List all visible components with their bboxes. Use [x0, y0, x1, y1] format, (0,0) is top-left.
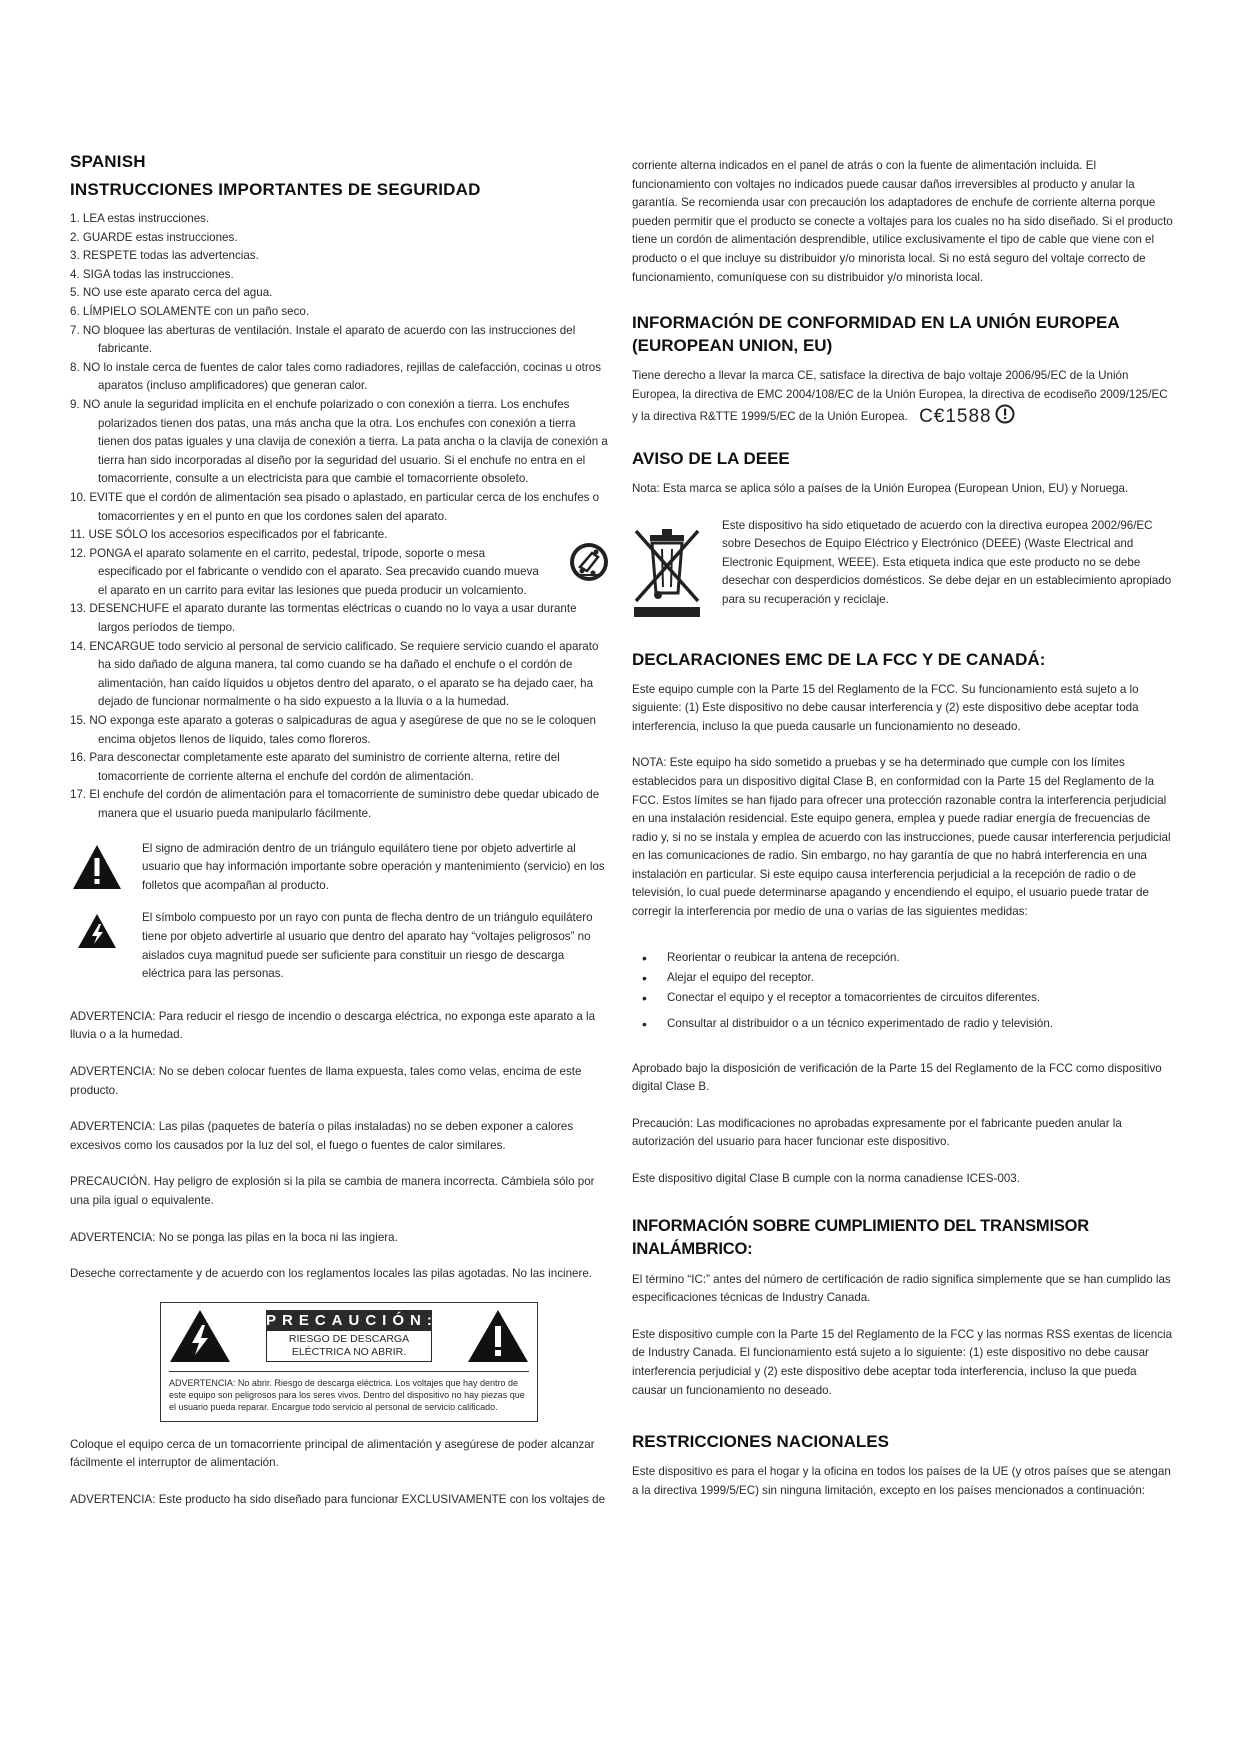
fcc-paragraph: Este dispositivo digital Clase B cumple con la norma canadiense ICES-003. [632, 1172, 1020, 1186]
list-item: 13. DESENCHUFE el aparato durante las tormentas eléctricas o cuando no lo vaya a usar durante largos períodos de tiempo. [70, 602, 577, 635]
fcc-paragraph: Aprobado bajo la disposición de verificación de la Parte 15 del Reglamento de la FCC como dispositivo digital Clase B. [632, 1061, 1162, 1094]
safety-title: INSTRUCCIONES IMPORTANTES DE SEGURIDAD [70, 180, 481, 199]
alert-circle-icon [995, 404, 1015, 424]
list-item-text: 12. PONGA el aparato solamente en el carrito, pedestal, trípode, soporte o mesa especificado por el fabricante o vendido con el aparato. Sea precavido cuando mueva el aparato en un carrito para evitar las lesiones que pueda producir un volcamiento. [70, 546, 539, 597]
list-item: 2. GUARDE estas instrucciones. [70, 230, 238, 244]
caution-title: PRECAUCIÓN: [266, 1311, 438, 1329]
list-item: 1. LEA estas instrucciones. [70, 212, 210, 225]
list-item: 6. LÍMPIELO SOLAMENTE con un paño seco. [70, 304, 310, 318]
fcc-note: NOTA: Este equipo ha sido sometido a pruebas y se ha determinado que cumple con los límites establecidos para un dispositivo digital Clase B, en conformidad con la Parte 15 del Reglamento de la FCC. Estos límites se han fijado para ofrecer una protección razonable contra la interferencia perjudicial en una instalación residencial. Este equipo genera, emplea y puede radiar energía de frecuencias de radio y, si no se instala y emplea de acuerdo con las instrucciones, puede causar interferencia perjudicial en las comunicaciones de radio. Sin embargo, no hay garantía de que no habrá interferencia en una instalación en particular. Si este equipo causa interferencia perjudicial a la recepción de radio o de televisión, lo cual puede determinarse apagando y encendiendo el equipo, el usuario puede tratar de corregir la interferencia por medio de una o varias de las siguientes medidas: [632, 756, 1171, 919]
continuation-paragraph: corriente alterna indicados en el panel de atrás o con la fuente de alimentación incluida. El funcionamiento con voltajes no indicados puede causar daños irreversibles al producto y anular la garantía. Se recomienda usar con precaución los adaptadores de enchufe de corriente alterna porque pueden permitir que el producto se conecte a voltajes para los cuales no ha sido diseñado. Si el producto tiene un cordón de alimentación desprendible, utilice exclusivamente el tipo de cable que viene con el producto o el que incluye su distribuidor y/o minorista local. Si no está seguro del voltaje correcto de funcionamiento, comuníquese con su distribuidor y/o minorista local. [632, 159, 1173, 284]
fcc-paragraph: Precaución: Las modificaciones no aprobadas expresamente por el fabricante pueden anular la autorización del usuario para hacer funcionar este dispositivo. [632, 1116, 1122, 1149]
cart-tipover-icon [568, 541, 610, 583]
warning-paragraph: PRECAUCIÓN. Hay peligro de explosión si la pila se cambia de manera incorrecta. Cámbiela sólo por una pila igual o equivalente. [70, 1175, 595, 1207]
list-item: 15. NO exponga este aparato a goteras o salpicaduras de agua y asegúrese de que no se le coloquen encima objetos llenos de líquido, tales como floreros. [70, 714, 596, 746]
weee-text: Este dispositivo ha sido etiquetado de acuerdo con la directiva europea 2002/96/EC sobre Desechos de Equipo Eléctrico y Electrónico (DEEE) (Waste Electrical and Electronic Equipment, WEEE). Esta etiqueta indica que este producto no se debe desechar con desperdicios domésticos. Se debe dejar en un establecimiento apropiado para su recuperación y reciclaje. [722, 518, 1172, 606]
fcc-measures-list [632, 948, 1174, 1034]
fcc-heading: DECLARACIONES EMC DE LA FCC Y DE CANADÁ: [632, 649, 1046, 669]
eu-conformity-heading: INFORMACIÓN DE CONFORMIDAD EN LA UNIÓN EUROPEA (EUROPEAN UNION, EU) [632, 313, 1120, 356]
lightning-note [70, 909, 610, 983]
weee-note: Nota: Esta marca se aplica sólo a países de la Unión Europea (European Union, EU) y Noruega. [632, 481, 1129, 495]
list-item [70, 545, 610, 601]
lightning-triangle-icon [77, 913, 117, 949]
list-item: 4. SIGA todas las instrucciones. [70, 267, 234, 281]
fcc-text: Este equipo cumple con la Parte 15 del Reglamento de la FCC. Su funcionamiento está sujeto a lo siguiente: (1) Este dispositivo no debe causar interferencia y (2) este dispositivo debe aceptar toda interferencia, incluso la que pueda causarle un funcionamiento no deseado. [632, 682, 1139, 733]
exclamation-note-text: El signo de admiración dentro de un triángulo equilátero tiene por objeto advertirle al usuario que hay información importante sobre operación y mantenimiento (servicio) en los folletos que acompañan al producto. [142, 841, 605, 892]
exclamation-triangle-icon [72, 844, 122, 890]
crossed-bin-icon [632, 523, 702, 619]
exclamation-note [70, 840, 610, 896]
warning-paragraph: ADVERTENCIA: No se deben colocar fuentes de llama expuesta, tales como velas, encima de este producto. [70, 1064, 582, 1097]
caution-box [160, 1302, 538, 1422]
list-item: • Conectar el equipo y el receptor a tomacorrientes de circuitos diferentes. [642, 988, 1174, 1008]
lightning-note-text: El símbolo compuesto por un rayo con punta de flecha dentro de un triángulo equilátero tiene por objeto advertirle al usuario que dentro del aparato hay “voltajes peligrosos” no aislados cuya magnitud puede ser suficiente para constituir un riesgo de descarga eléctrica para las personas. [142, 911, 593, 981]
wireless-paragraph: Este dispositivo cumple con la Parte 15 del Reglamento de la FCC y las normas RSS exentas de licencia de Industry Canada. El funcionamiento está sujeto a lo siguiente: (1) este dispositivo no debe causar interferencia perjudicial y (2) este dispositivo debe aceptar toda interferencia, incluso la que pueda causar un funcionamiento no deseado. [632, 1327, 1173, 1397]
voltage-warning-paragraph: ADVERTENCIA: Este producto ha sido diseñado para funcionar EXCLUSIVAMENTE con los voltajes de [70, 1492, 606, 1506]
list-item: 3. RESPETE todas las advertencias. [70, 249, 259, 263]
list-item: 7. NO bloquee las aberturas de ventilación. Instale el aparato de acuerdo con las instrucciones del fabricante. [70, 323, 576, 356]
national-restrictions-text: Este dispositivo es para el hogar y la oficina en todos los países de la UE (y otros países que se atengan a la directiva 1999/5/EC) sin ninguna limitación, excepto en los países mencionados a continuación: [632, 1465, 1171, 1497]
wireless-paragraph: El término “IC:” antes del número de certificación de radio significa simplemente que se han cumplido las especificaciones técnicas de Industry Canada. [632, 1272, 1171, 1305]
list-item: 8. NO lo instale cerca de fuentes de calor tales como radiadores, rejillas de calefacción, cocinas u otros aparatos (incluso amplificadores) que generan calor. [70, 360, 602, 393]
list-item: • Reorientar o reubicar la antena de recepción. [642, 948, 1174, 968]
wireless-heading: INFORMACIÓN SOBRE CUMPLIMIENTO DEL TRANSMISOR INALÁMBRICO: [632, 1216, 1089, 1258]
list-item: 9. NO anule la seguridad implícita en el enchufe polarizado o con conexión a tierra. Los enchufes polarizados tienen dos patas, una más ancha que la otra. Los enchufes con conexión a tierra tienen dos patas iguales y una clavija de conexión a tierra. La pata ancha o la clavija de conexión a tierra han sido incorporadas al diseño por la seguridad del usuario. Si el enchufe no entra en el tomacorriente, consulte a un electricista para que cambie el tomacorriente obsoleto. [70, 397, 608, 486]
list-item: 14. ENCARGUE todo servicio al personal de servicio calificado. Se requiere servicio cuando el aparato ha sido dañado de alguna manera, tal como cuando se ha dañado el enchufe o el cordón de alimentación, han caído líquidos u objetos dentro del aparato, o el aparato se ha dejado caer, ha dejado de funcionar normalmente o ha sido expuesto a la lluvia o a la humedad. [70, 639, 599, 709]
language-heading: SPANISH [70, 152, 146, 171]
list-item: • Consultar al distribuidor o a un técnico experimentado de radio y televisión. [642, 1014, 1174, 1034]
placement-paragraph: Coloque el equipo cerca de un tomacorriente principal de alimentación y asegúrese de poder alcanzar fácilmente el interruptor de alimentación. [70, 1437, 595, 1470]
warning-paragraph: ADVERTENCIA: Para reducir el riesgo de incendio o descarga eléctrica, no exponga este aparato a la lluvia o a la humedad. [70, 1009, 596, 1042]
list-item: • Alejar el equipo del receptor. [642, 968, 1174, 988]
warning-paragraph: ADVERTENCIA: Las pilas (paquetes de batería o pilas instaladas) no se deben exponer a calores excesivos como los causados por la luz del sol, el fuego o fuentes de calor similares. [70, 1120, 574, 1152]
list-item: 11. USE SÓLO los accesorios especificados por el fabricante. [70, 528, 388, 542]
weee-heading: AVISO DE LA DEEE [632, 448, 790, 468]
left-column [70, 152, 610, 1509]
national-restrictions-heading: RESTRICCIONES NACIONALES [632, 1432, 889, 1452]
right-column [632, 157, 1174, 1500]
warning-paragraph: Deseche correctamente y de acuerdo con los reglamentos locales las pilas agotadas. No las incinere. [70, 1267, 593, 1281]
ce-mark: C€1588 [919, 406, 992, 428]
list-item: 17. El enchufe del cordón de alimentación para el tomacorriente de suministro debe quedar ubicado de manera que el usuario pueda manipularlo fácilmente. [70, 788, 600, 820]
list-item: 16. Para desconectar completamente este aparato del suministro de corriente alterna, retire del tomacorriente de corriente alterna el enchufe del cordón de alimentación. [70, 751, 560, 783]
weee-block [632, 517, 1174, 624]
warning-paragraph: ADVERTENCIA: No se ponga las pilas en la boca ni las ingiera. [70, 1230, 398, 1244]
eu-conformity-body: Tiene derecho a llevar la marca CE, satisface la directiva de bajo voltaje 2006/95/EC de la Unión Europea, la directiva de EMC 2004/108/EC de la Unión Europea, la directiva de ecodiseño 2009/125/EC y la directiva R&TTE 1999/5/EC de la Unión Europea. [632, 369, 1168, 424]
eu-conformity-text [632, 367, 1174, 427]
list-item: 5. NO use este aparato cerca del agua. [70, 286, 273, 300]
caution-text: ADVERTENCIA: No abrir. Riesgo de descarga eléctrica. Los voltajes que hay dentro de este equipo son peligrosos para los seres vivos. Dentro del dispositivo no hay piezas que el usuario pueda reparar. Encargue todo servicio al personal de servicio calificado. [169, 1371, 529, 1413]
exclamation-triangle-icon [467, 1309, 529, 1363]
safety-instructions-list [70, 210, 610, 824]
caution-subtitle: RIESGO DE DESCARGA ELÉCTRICA NO ABRIR. [266, 1331, 432, 1362]
list-item: 10. EVITE que el cordón de alimentación sea pisado o aplastado, en particular cerca de los enchufes o tomacorrientes y en el punto en que los cordones salen del aparato. [70, 490, 600, 523]
lightning-triangle-icon [169, 1309, 231, 1363]
